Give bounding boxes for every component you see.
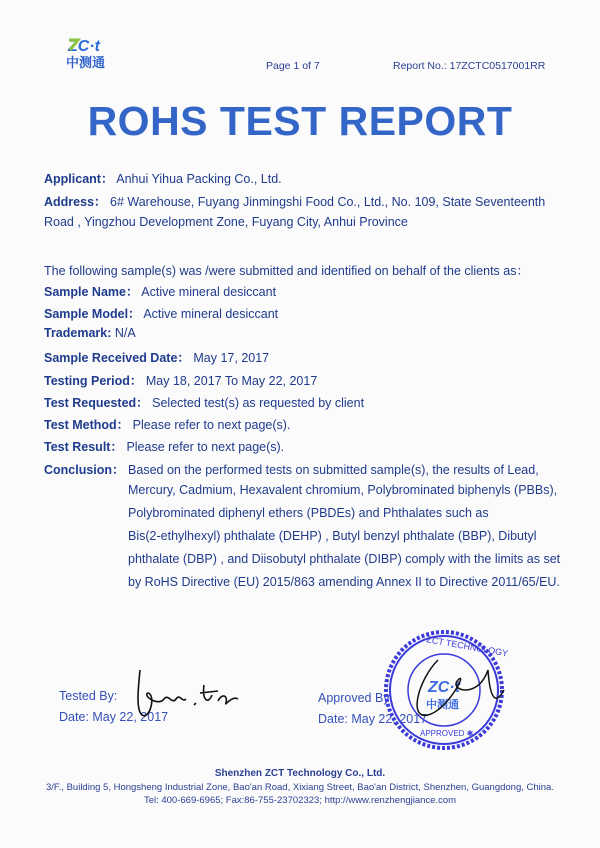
sample-model-row (44, 304, 278, 322)
trademark-value: N/A (114, 326, 136, 340)
conclusion-line: by RoHS Directive (EU) 2015/863 amending Annex II to Directive 2011/65/EU. (128, 575, 560, 589)
tester-signature (128, 665, 248, 725)
received-row (44, 348, 269, 366)
requested-value: Selected test(s) as requested by client (152, 396, 365, 410)
intro-text: The following sample(s) was /were submitted and identified on behalf of the clients as： (44, 264, 529, 278)
svg-text:中测通: 中测通 (66, 56, 106, 70)
result-value: Please refer to next page(s). (126, 440, 285, 454)
conclusion-line: Based on the performed tests on submitted sample(s), the results of Lead, (128, 463, 539, 477)
period-row (44, 371, 317, 389)
sample-model-label: Sample Model： (44, 307, 141, 321)
conclusion-line: Polybrominated diphenyl ethers (PBDEs) and Phthalates such as (128, 506, 489, 520)
conclusion-line: Mercury, Cadmium, Hexavalent chromium, Polybrominated biphenyls (PBBs), (128, 483, 558, 497)
report-number: Report No.: 17ZCTC0517001RR (393, 60, 546, 72)
svg-text:APPROVED ✱: APPROVED ✱ (420, 729, 474, 738)
applicant-label: Applicant： (44, 172, 114, 186)
sample-name-row (44, 282, 276, 300)
address-row (44, 192, 545, 210)
page-number: Page 1 of 7 (266, 60, 320, 72)
conclusion-line: Bis(2-ethylhexyl) phthalate (DEHP) , Butyl benzyl phthalate (BBP), Dibutyl (128, 529, 537, 543)
requested-row (44, 393, 364, 411)
requested-label: Test Requested： (44, 396, 149, 410)
svg-text:ZC·t: ZC·t (68, 38, 100, 55)
footer-company: Shenzhen ZCT Technology Co., Ltd. (214, 768, 386, 779)
method-label: Test Method： (44, 418, 130, 432)
zct-logo (66, 36, 116, 70)
trademark-row (44, 326, 136, 340)
received-value: May 17, 2017 (193, 351, 270, 365)
sample-name-label: Sample Name： (44, 285, 139, 299)
conclusion-label: Conclusion： (44, 463, 125, 477)
address-continuation: Road , Yingzhou Development Zone, Fuyang City, Anhui Province (44, 215, 408, 229)
received-label: Sample Received Date： (44, 351, 190, 365)
result-label: Test Result： (44, 440, 123, 454)
period-value: May 18, 2017 To May 22, 2017 (145, 374, 318, 388)
footer-address: 3/F., Building 5, Hongsheng Industrial Zone, Bao'an Road, Xixiang Street, Bao'an District, Shenzhen, Guangdong, China. (46, 782, 554, 793)
sample-name-value: Active mineral desiccant (141, 285, 277, 299)
method-row (44, 415, 290, 433)
tested-date: Date: May 22, 2017 (59, 710, 169, 724)
method-value: Please refer to next page(s). (132, 418, 291, 432)
approved-date: Date: May 22, 2017 (318, 712, 428, 726)
page-title: ROHS TEST REPORT (87, 98, 513, 144)
footer-contact: Tel: 400-669-6965; Fax:86-755-23702323; http://www.renzhengjiance.com (143, 795, 457, 806)
applicant-row (44, 169, 282, 187)
sample-model-value: Active mineral desiccant (143, 307, 279, 321)
applicant-value: Anhui Yihua Packing Co., Ltd. (116, 172, 282, 186)
svg-text:ZC·t: ZC·t (428, 679, 460, 696)
tested-by-label: Tested By: (59, 689, 118, 703)
approved-by-label: Approved By (318, 691, 390, 705)
approval-stamp (378, 610, 518, 750)
svg-text:中测通: 中测通 (426, 698, 459, 711)
svg-text:ZCT TECHNOLOGY: ZCT TECHNOLOGY (425, 634, 509, 659)
address-label: Address： (44, 195, 107, 209)
conclusion-line: phthalate (DBP) , and Diisobutyl phthalate (DIBP) comply with the limits as set (128, 552, 561, 566)
conclusion-row (44, 460, 539, 478)
address-value: 6# Warehouse, Fuyang Jinmingshi Food Co., Ltd., No. 109, State Seventeenth (110, 195, 546, 209)
period-label: Testing Period： (44, 374, 143, 388)
result-row (44, 437, 284, 455)
trademark-label: Trademark: (44, 326, 112, 340)
